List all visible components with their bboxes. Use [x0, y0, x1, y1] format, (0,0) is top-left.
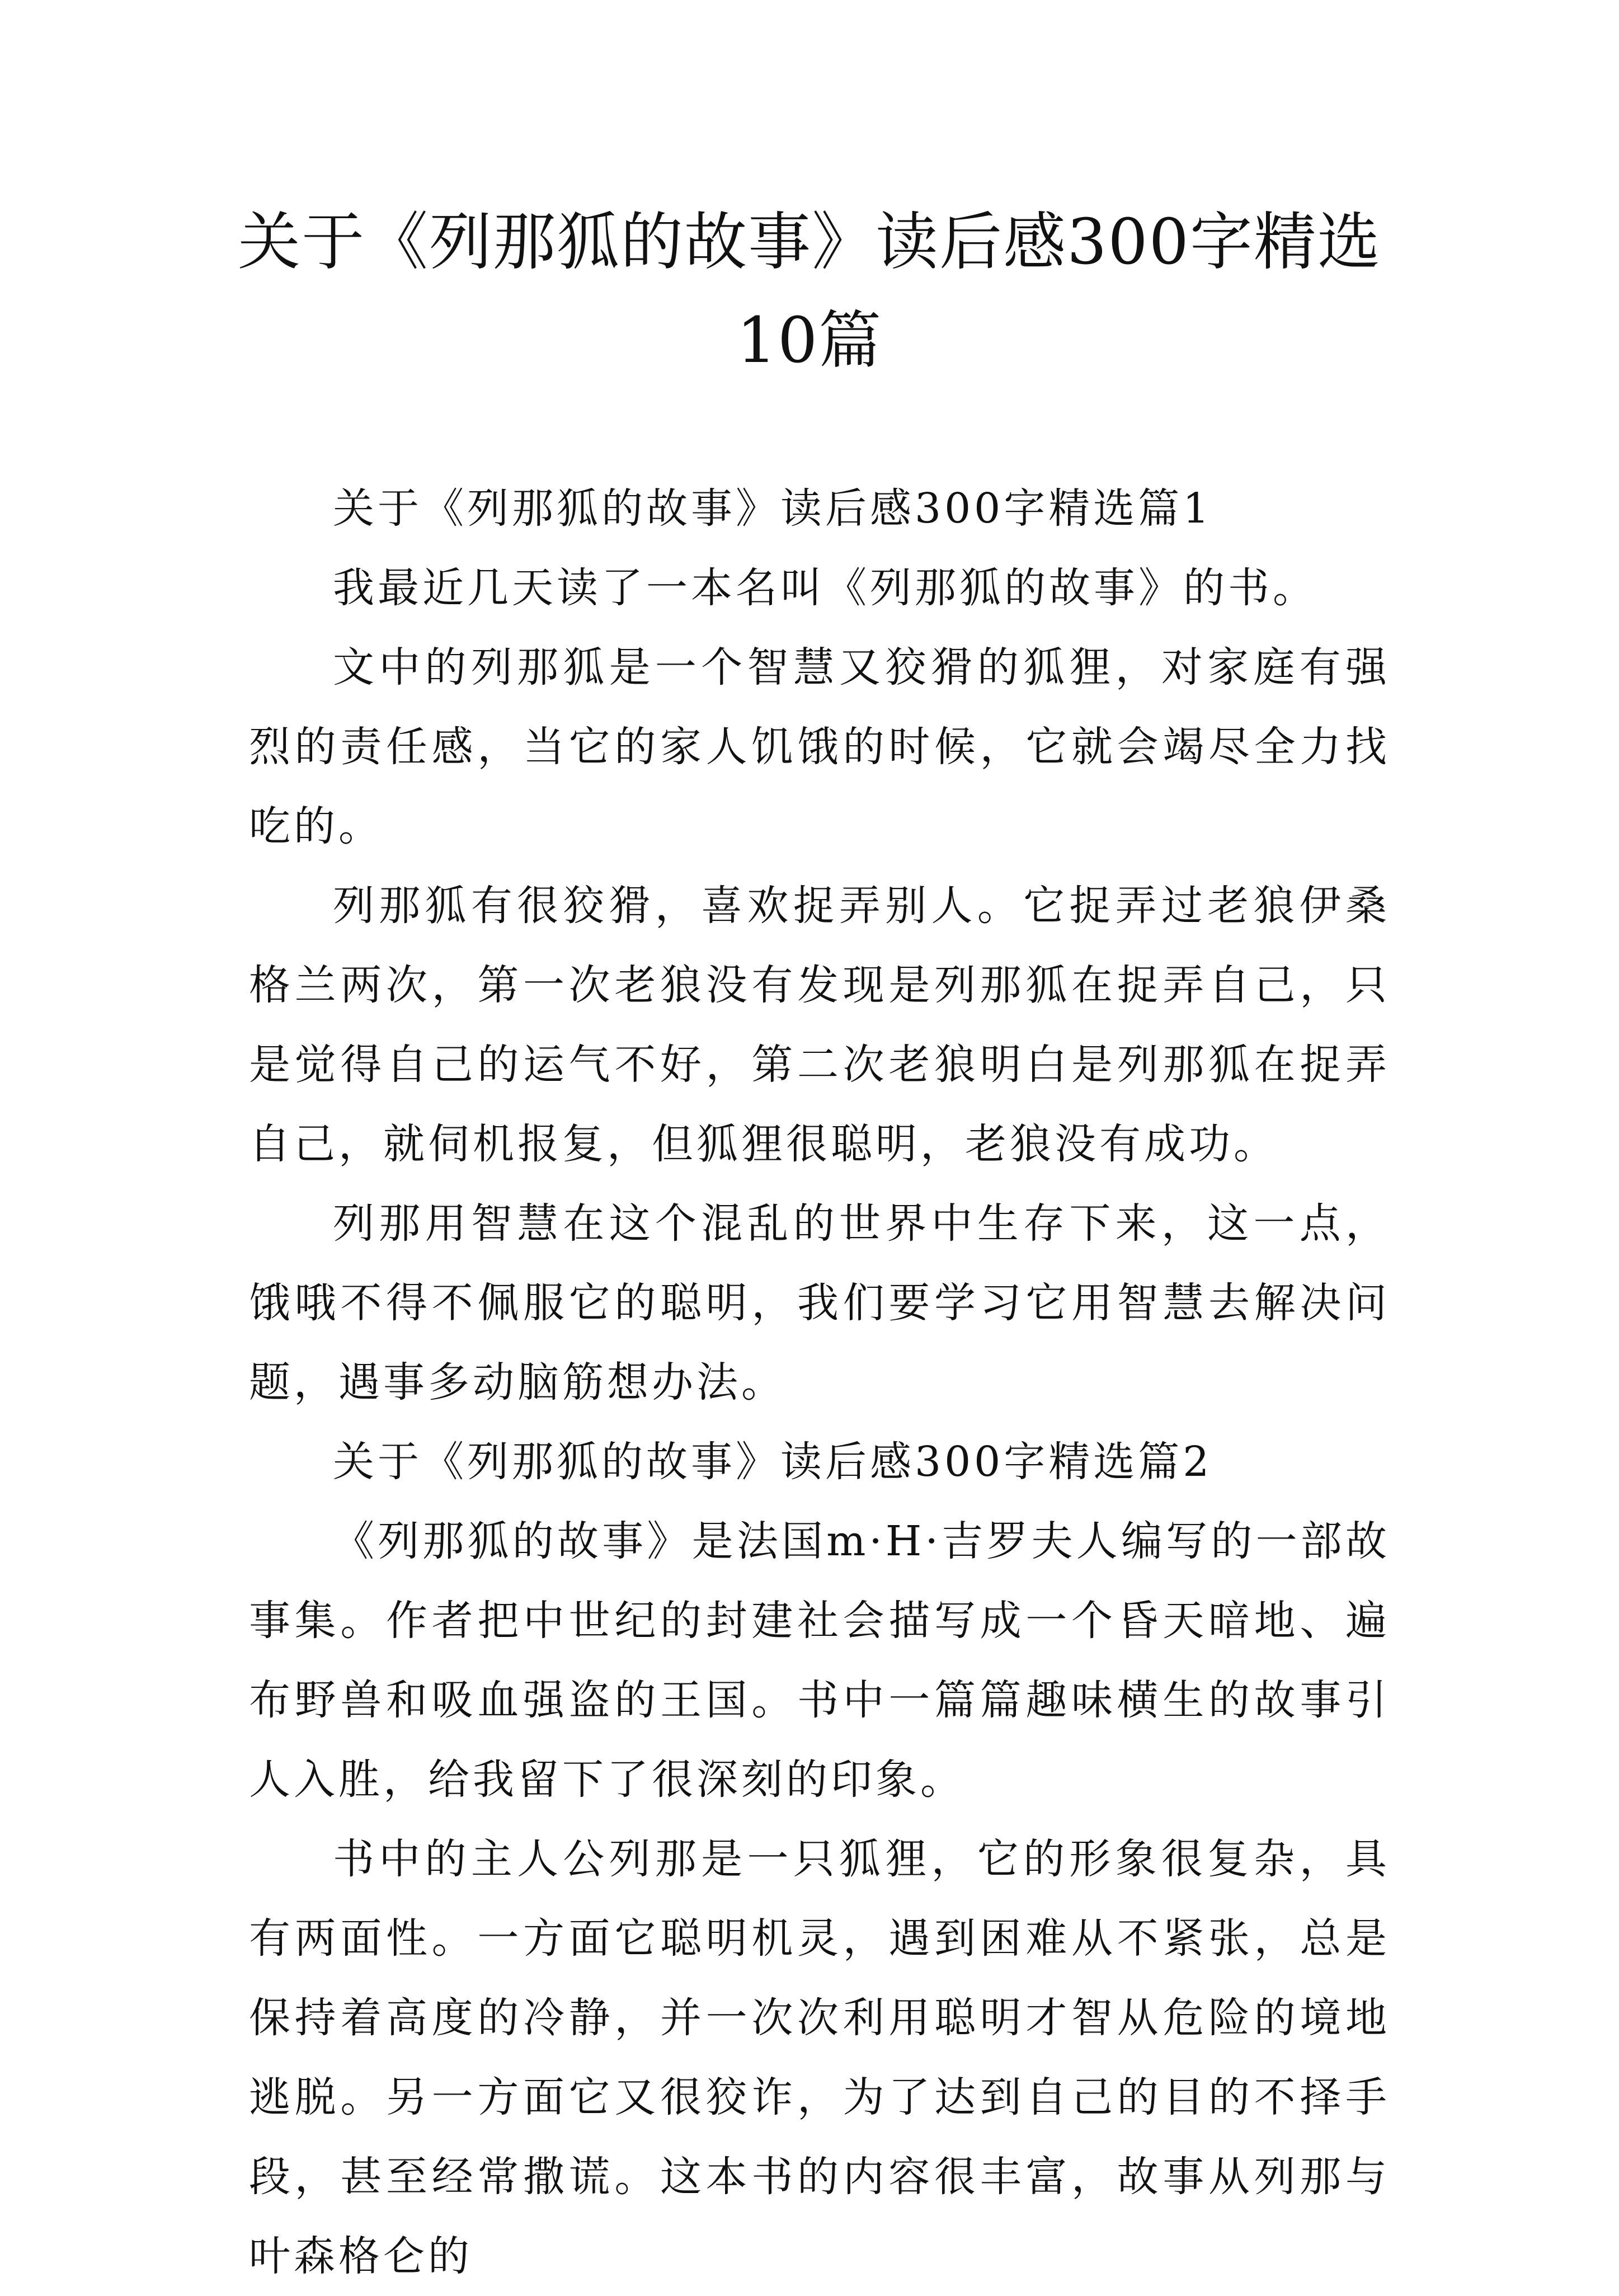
document-title: 关于《列那狐的故事》读后感300字精选10篇	[238, 206, 1381, 377]
paragraph: 文中的列那狐是一个智慧又狡猾的狐狸，对家庭有强烈的责任感，当它的家人饥饿的时候，它就会竭尽全力找吃的。	[249, 643, 1390, 850]
paragraph: 书中的主人公列那是一只狐狸，它的形象很复杂，具有两面性。一方面它聪明机灵，遇到困难从不紧张，总是保持着高度的冷静，并一次次利用聪明才智从危险的境地逃脱。另一方面它又很狡诈，为了达到自己的目的不择手段，甚至经常撒谎。这本书的内容很丰富，故事从列那与叶森格仑的	[249, 1835, 1390, 2280]
section-heading-1: 关于《列那狐的故事》读后感300字精选篇1	[333, 484, 1213, 533]
document-body	[249, 469, 1390, 2296]
paragraph: 列那狐有很狡猾，喜欢捉弄别人。它捉弄过老狼伊桑格兰两次，第一次老狼没有发现是列那狐在捉弄自己，只是觉得自己的运气不好，第二次老狼明白是列那狐在捉弄自己，就伺机报复，但狐狸很聪明，老狼没有成功。	[249, 882, 1390, 1168]
section-heading-2: 关于《列那狐的故事》读后感300字精选篇2	[333, 1438, 1213, 1486]
paragraph: 《列那狐的故事》是法国m·H·吉罗夫人编写的一部故事集。作者把中世纪的封建社会描写成一个昏天暗地、遍布野兽和吸血强盗的王国。书中一篇篇趣味横生的故事引人入胜，给我留下了很深刻的印象。	[249, 1517, 1390, 1804]
paragraph: 我最近几天读了一本名叫《列那狐的故事》的书。	[333, 564, 1317, 612]
paragraph: 列那用智慧在这个混乱的世界中生存下来，这一点，饿哦不得不佩服它的聪明，我们要学习它用智慧去解决问题，遇事多动脑筋想办法。	[249, 1199, 1390, 1406]
